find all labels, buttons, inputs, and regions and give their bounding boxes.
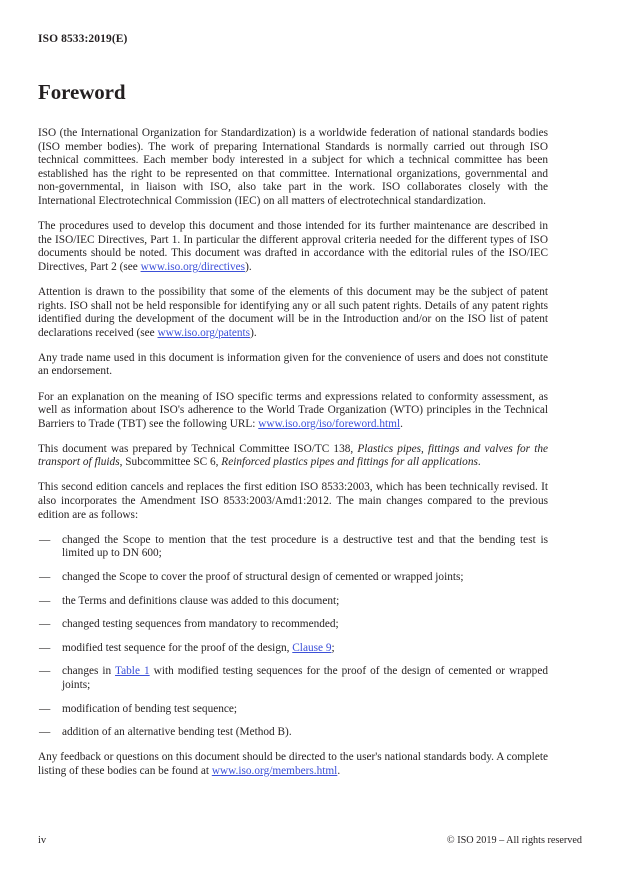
committee-tail: . — [477, 456, 481, 469]
page-title: Foreword — [38, 80, 126, 104]
list-item — [38, 703, 548, 717]
list-item-text: changes in — [62, 665, 116, 678]
em-dash-marker: — — [39, 533, 51, 546]
list-item — [38, 595, 548, 609]
paragraph-feedback-tail: . — [337, 764, 341, 777]
list-item — [38, 618, 548, 632]
list-item-text: changed the Scope to cover the proof of structural design of cemented or wrapped joints; — [62, 570, 464, 583]
copyright-notice: © ISO 2019 – All rights reserved — [446, 835, 582, 846]
paragraph-trade-name: Any trade name used in this document is information given for the convenience of users and does not constitute an endorsement. — [38, 351, 548, 378]
list-item-text: the Terms and definitions clause was added to this document; — [62, 594, 340, 607]
list-item-text: modification of bending test sequence; — [62, 702, 238, 715]
paragraph-wto-tbt — [38, 391, 548, 432]
paragraph-patent-rights-tail: ). — [250, 326, 257, 339]
list-item-tail: with modified testing sequences for the proof of the design of cemented or wrapped joints; — [62, 665, 548, 691]
em-dash-marker: — — [39, 726, 51, 739]
em-dash-marker: — — [39, 570, 51, 583]
list-item — [38, 571, 548, 585]
page-footer — [38, 835, 582, 849]
link-clause-9[interactable]: Clause 9 — [292, 641, 332, 654]
paragraph-patent-rights — [38, 286, 548, 340]
paragraph-patent-rights-text: Attention is drawn to the possibility that some of the elements of this document may be the subject of patent rights. ISO shall not be held responsible for identifying any or all such patent rights. Details of any patent rights identified during the development of the document will be in the Introduction and/or on the ISO list of patent declarations received (see — [38, 285, 548, 339]
paragraph-second-edition: This second edition cancels and replaces the first edition ISO 8533:2003, which has been technically revised. It also incorporates the Amendment ISO 8533:2003/Amd1:2012. The main changes compared to the previous edition are as follows: — [38, 481, 548, 521]
paragraph-procedures-text: The procedures used to develop this document and those intended for its further maintenance are described in the ISO/IEC Directives, Part 1. In particular the different approval criteria needed for the different types of ISO documents should be noted. This document was drafted in accordance with the editorial rules of the ISO/IEC Directives, Part 2 (see — [38, 220, 548, 273]
list-item — [38, 642, 548, 656]
paragraph-wto-tbt-tail: . — [400, 417, 403, 430]
list-item — [38, 534, 548, 561]
paragraph-procedures — [38, 220, 548, 274]
list-item-text: changed the Scope to mention that the test procedure is a destructive test and that the bending test is limited up to DN 600; — [62, 533, 548, 560]
committee-intro: This document was prepared by Technical Committee ISO/TC 138, — [38, 442, 358, 455]
em-dash-marker: — — [39, 594, 51, 607]
paragraph-feedback-text: Any feedback or questions on this document should be directed to the user's national standards body. A complete listing of these bodies can be found at — [38, 751, 548, 777]
em-dash-marker: — — [39, 618, 51, 631]
committee-title-sc6: Reinforced plastics pipes and fittings for all applications — [221, 456, 478, 469]
page-number: iv — [38, 835, 47, 846]
page-content — [38, 80, 548, 778]
link-table-1[interactable]: Table 1 — [115, 665, 150, 678]
list-item-tail: ; — [331, 641, 335, 654]
list-item-text: addition of an alternative bending test (Method B). — [62, 726, 292, 739]
link-iso-members[interactable]: www.iso.org/members.html — [211, 764, 338, 777]
link-iso-directives[interactable]: www.iso.org/directives — [140, 260, 246, 273]
list-item-text: changed testing sequences from mandatory to recommended; — [62, 618, 339, 631]
paragraph-feedback — [38, 751, 548, 778]
em-dash-marker: — — [39, 702, 51, 715]
paragraph-wto-tbt-text: For an explanation on the meaning of ISO specific terms and expressions related to conformity assessment, as well as information about ISO's adherence to the World Trade Organization (WTO) principles in the Technical Barriers to Trade (TBT) see the following URL: — [38, 390, 548, 430]
change-list — [38, 534, 548, 740]
link-iso-patents[interactable]: www.iso.org/patents — [157, 326, 251, 339]
list-item — [38, 726, 548, 740]
list-item — [38, 665, 548, 692]
paragraph-iso-description: ISO (the International Organization for Standardization) is a worldwide federation of national standards bodies (ISO member bodies). The work of preparing International Standards is normally carried out through ISO technical committees. Each member body interested in a subject for which a technical committee has been established has the right to be represented on that committee. International organizations, governmental and non-governmental, in liaison with ISO, also take part in the work. ISO collaborates closely with the International Electrotechnical Commission (IEC) on all matters of electrotechnical standardization. — [38, 127, 548, 207]
paragraph-procedures-tail: ). — [245, 260, 252, 273]
subcommittee-intro: , Subcommittee SC 6, — [119, 456, 222, 469]
em-dash-marker: — — [39, 665, 51, 678]
em-dash-marker: — — [39, 641, 51, 654]
committee-title-tc138: Plastics pipes, fittings and valves for the transport of fluids — [38, 442, 548, 469]
list-item-text: modified test sequence for the proof of the design, — [62, 641, 293, 654]
link-iso-foreword[interactable]: www.iso.org/iso/foreword.html — [258, 417, 401, 430]
running-head: ISO 8533:2019(E) — [38, 33, 128, 45]
paragraph-technical-committee — [38, 443, 548, 470]
